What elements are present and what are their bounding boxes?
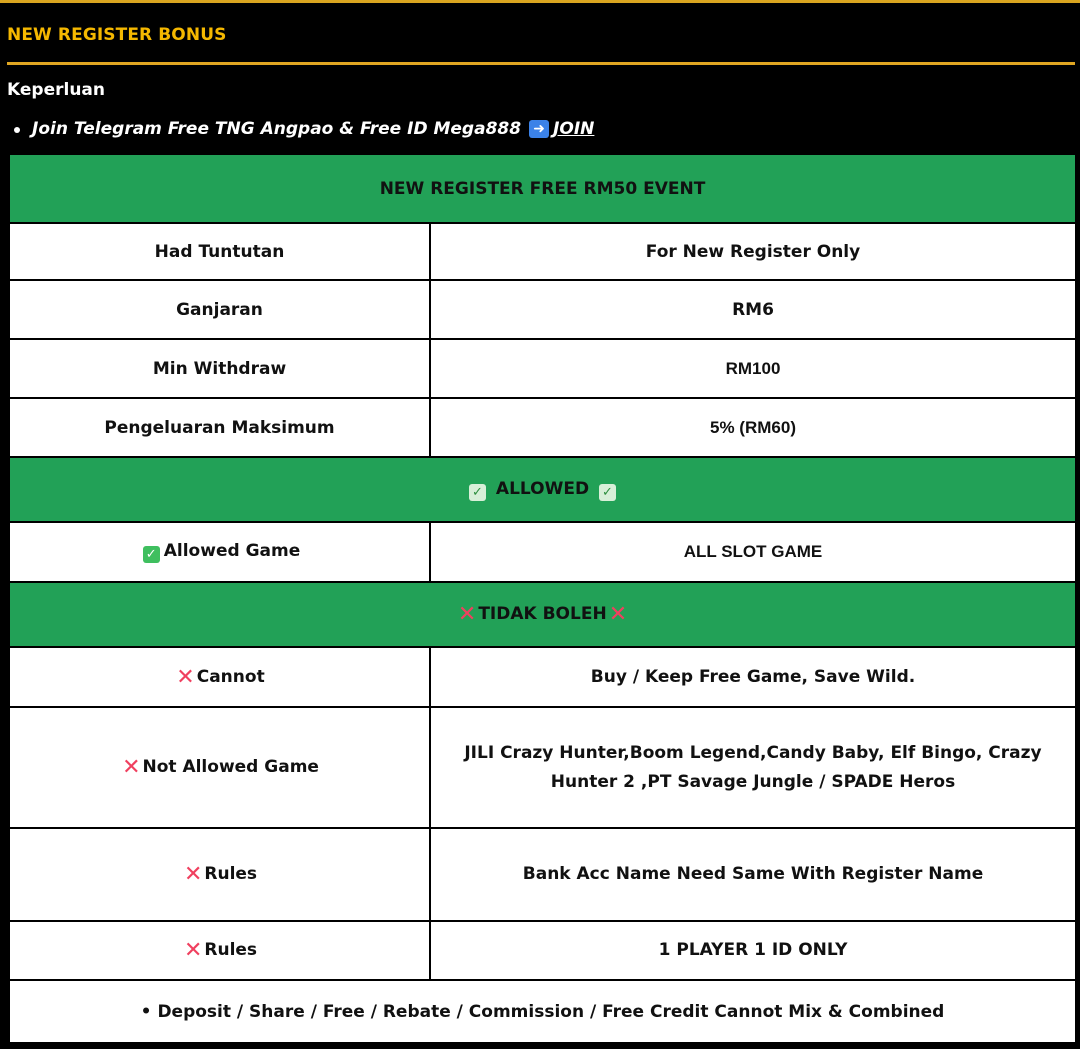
rule-label: Rules [204,864,258,884]
table-row [9,647,1076,707]
rule-value: 1 PLAYER 1 ID ONLY [430,921,1076,980]
cross-mark-icon: ✕ [122,755,141,780]
table-row [9,707,1076,828]
rule-label-cell [9,707,430,828]
allowed-header [9,457,1076,522]
not-allowed-header [9,582,1076,647]
event-title-row [9,154,1076,223]
cross-mark-icon: ✕ [183,938,203,963]
rule-label-cell [9,921,430,980]
detail-value: RM6 [430,280,1076,339]
rule-label-cell [9,828,430,921]
footer-note-row [9,980,1076,1043]
allowed-label-cell [9,522,430,582]
telegram-bullet [14,119,594,139]
detail-value: 5% (RM60) [430,398,1076,457]
footer-note: • Deposit / Share / Free / Rebate / Commission / Free Credit Cannot Mix & Combined [9,980,1076,1043]
table-row [9,522,1076,582]
section-header [0,3,1080,62]
table-row [9,398,1076,457]
detail-value: RM100 [430,339,1076,398]
check-box-icon: ✓ [143,546,160,563]
event-title: NEW REGISTER FREE RM50 EVENT [9,154,1076,223]
header-divider [7,62,1075,65]
table-row [9,280,1076,339]
table-row [9,828,1076,921]
detail-label: Had Tuntutan [9,223,430,280]
detail-label: Ganjaran [9,280,430,339]
arrow-right-icon: ➜ [529,120,549,138]
allowed-value: ALL SLOT GAME [430,522,1076,582]
rule-label-cell [9,647,430,707]
not-allowed-title: TIDAK BOLEH [478,604,607,624]
table-row [9,921,1076,980]
detail-label: Pengeluaran Maksimum [9,398,430,457]
section-title: NEW REGISTER BONUS [7,25,227,45]
rule-value: Bank Acc Name Need Same With Register Name [430,828,1076,921]
cross-mark-icon: ✕ [176,664,195,690]
cross-mark-icon: ✕ [183,862,203,887]
not-allowed-header-row [9,582,1076,647]
detail-label: Min Withdraw [9,339,430,398]
table-row [9,339,1076,398]
cross-mark-icon: ✕ [457,602,477,627]
allowed-title: ALLOWED [495,478,590,499]
table-row [9,223,1076,280]
rule-label: Rules [204,940,258,960]
allowed-header-row [9,457,1076,522]
bullet-icon [14,127,20,133]
check-box-icon: ✓ [599,484,616,501]
rule-value: JILI Crazy Hunter,Boom Legend,Candy Baby, Elf Bingo, Crazy Hunter 2 ,PT Savage Jungle / SPADE Heros [430,707,1076,828]
rule-label: Cannot [196,666,265,687]
join-link[interactable]: JOIN [553,119,595,139]
telegram-text: Join Telegram Free TNG Angpao & Free ID Mega888 [32,119,522,139]
rule-label: Not Allowed Game [142,757,319,777]
requirements-heading: Keperluan [7,80,105,100]
allowed-label: Allowed Game [163,541,301,561]
check-box-icon: ✓ [469,484,486,501]
detail-value: For New Register Only [430,223,1076,280]
rule-value: Buy / Keep Free Game, Save Wild. [430,647,1076,707]
bonus-table [8,153,1077,1044]
cross-mark-icon: ✕ [608,602,628,627]
